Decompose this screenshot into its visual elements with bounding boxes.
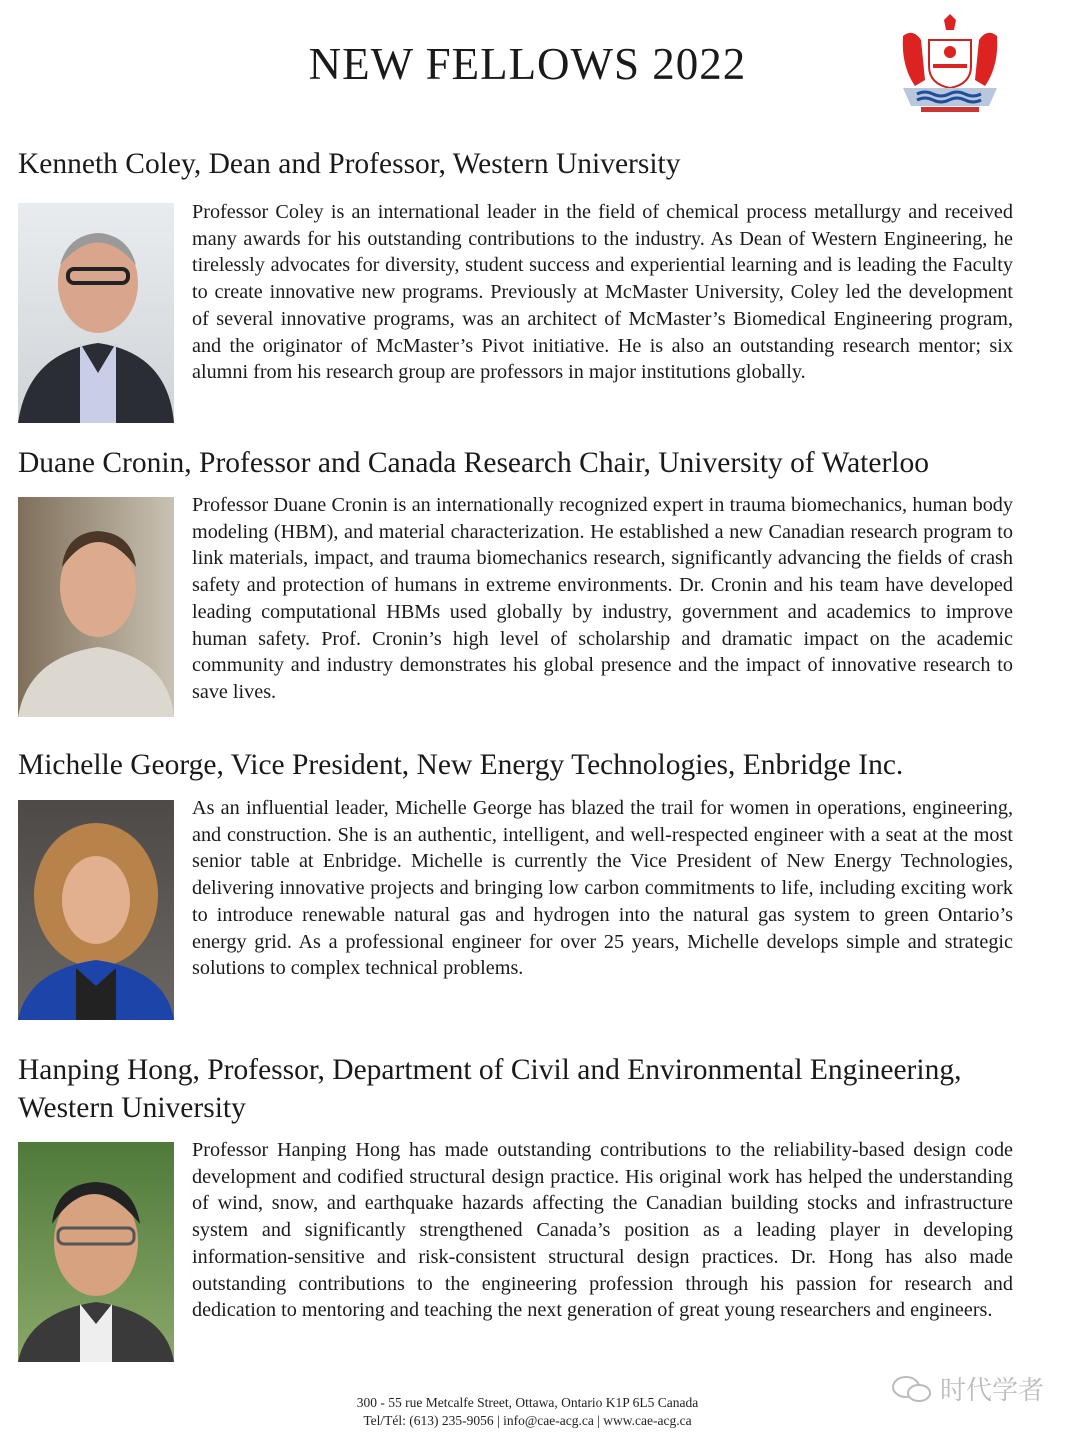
- fellow-photo: [18, 1142, 174, 1362]
- fellow-heading: Duane Cronin, Professor and Canada Research Chair, University of Waterloo: [18, 447, 929, 479]
- fellow-photo: [18, 203, 174, 423]
- fellow-bio: Professor Hanping Hong has made outstanding contributions to the reliability-based design code development and codified structural design practice. His original work has helped the understanding of wind, snow, and earthquake hazards affecting the Canadian building stocks and infrastructure system and significantly strengthened Canada’s position as a leading player in developing information-sensitive and risk-consistent structural design practices. Dr. Hong has also made outstanding contributions to the engineering profession through his passion for research and dedication to mentoring and teaching the next generation of great young researchers and engineers.: [192, 1139, 1013, 1322]
- watermark-text: 时代学者: [940, 1376, 1045, 1406]
- footer-address: 300 - 55 rue Metcalfe Street, Ottawa, Ontario K1P 6L5 Canada: [356, 1395, 699, 1410]
- page-title: NEW FELLOWS 2022: [308, 39, 747, 89]
- fellow-bio: Professor Coley is an international leader in the field of chemical process metallurgy and received many awards for his outstanding contributions to the industry. As Dean of Western Engineering, he tirelessly advocates for diversity, student success and experiential learning and is leading the Faculty to create innovative new programs. Previously at McMaster University, Coley led the development of several innovative programs, was an architect of McMaster’s Biomedical Engineering program, and the originator of McMaster’s Pivot initiative. He is also an outstanding research mentor; six alumni from his research group are professors in major institutions globally.: [192, 201, 1013, 384]
- fellow-photo: [18, 800, 174, 1020]
- fellow-heading: Hanping Hong, Professor, Department of Civil and Environmental Engineering, Western University: [18, 1054, 962, 1124]
- fellow-heading: Kenneth Coley, Dean and Professor, Western University: [18, 148, 681, 180]
- fellow-photo: [18, 497, 174, 717]
- fellow-bio: Professor Duane Cronin is an internationally recognized expert in trauma biomechanics, human body modeling (HBM), and material characterization. He established a new Canadian research program to link materials, impact, and trauma biomechanics research, significantly advancing the fields of crash safety and protection of humans in extreme environments. Dr. Cronin and his team have developed leading computational HBMs used globally by industry, government and academics to improve human safety. Prof. Cronin’s high level of scholarship and dramatic impact on the academic community and industry demonstrates his global presence and the impact of innovative research to save lives.: [192, 494, 1013, 703]
- fellow-bio: As an influential leader, Michelle George has blazed the trail for women in operations, engineering, and construction. She is an authentic, intelligent, and well-respected engineer with a seat at the most senior table at Enbridge. Michelle is currently the Vice President of New Energy Technologies, delivering innovative projects and bringing low carbon commitments to life, including exciting work to introduce renewable natural gas and hydrogen into the natural gas system to green Ontario’s energy grid. As a professional engineer for over 25 years, Michelle develops simple and strategic solutions to complex technical problems.: [192, 797, 1013, 980]
- watermark: [890, 1370, 1044, 1407]
- fellow-heading: Michelle George, Vice President, New Energy Technologies, Enbridge Inc.: [18, 749, 904, 781]
- wechat-icon: [890, 1374, 934, 1404]
- footer-contact: Tel/Tél: (613) 235-9056 | info@cae-acg.ca | www.cae-acg.ca: [363, 1413, 692, 1428]
- coat-of-arms-logo: [893, 6, 1007, 114]
